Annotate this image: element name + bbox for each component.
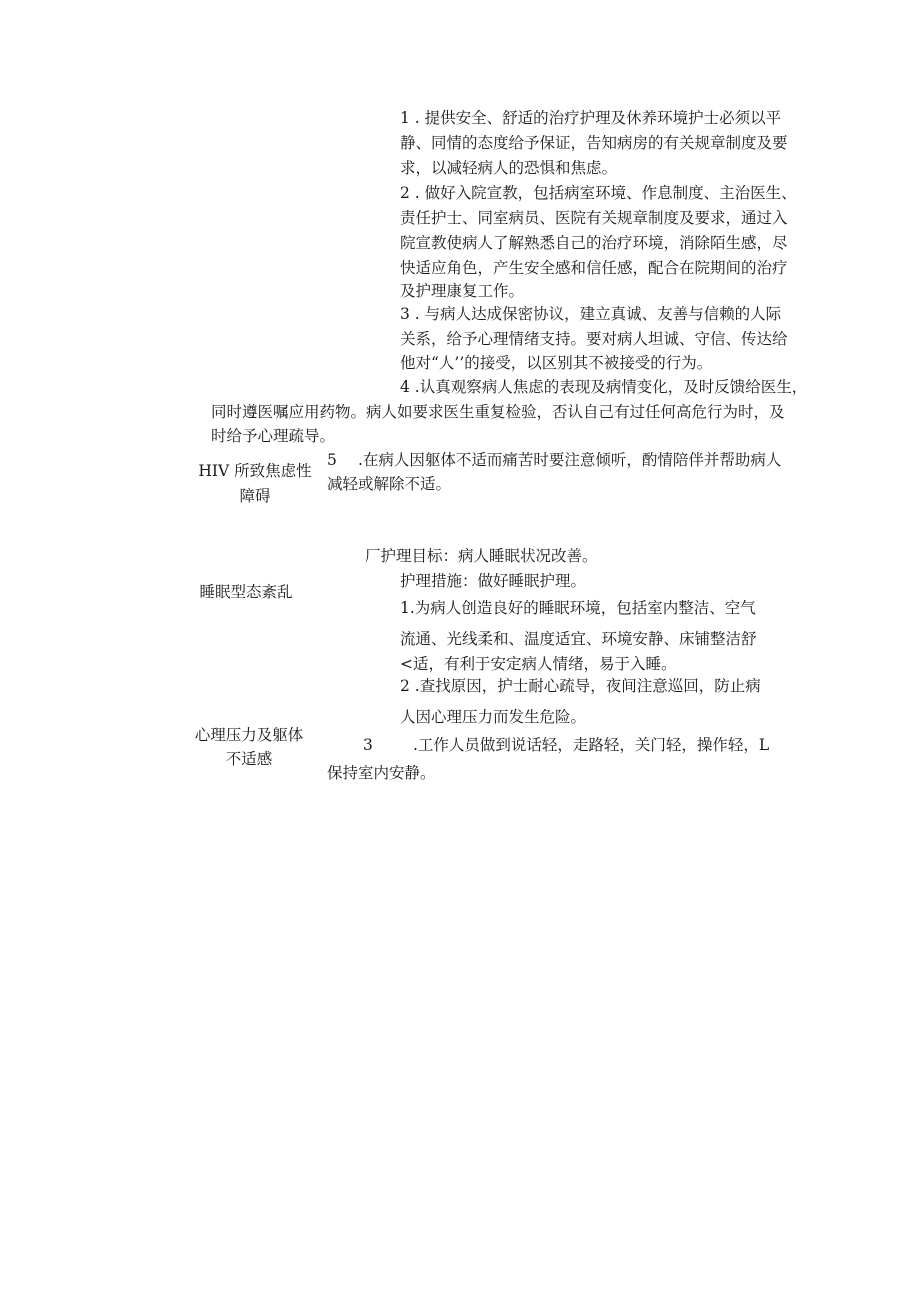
text-line: 同时遵医嘱应用药物。病人如要求医生重复检验，否认自己有过任何高危行为时，及 bbox=[211, 403, 785, 421]
text-line: 流通、光线柔和、温度适宜、环境安静、床铺整洁舒 bbox=[400, 630, 757, 648]
text-line: 时给予心理疏导。 bbox=[211, 427, 336, 445]
text-line: 减轻或解除不适。 bbox=[327, 475, 452, 493]
text-line: 他对“人’’的接受，以区别其不被接受的行为。 bbox=[400, 354, 713, 372]
diagnosis-label: 不适感 bbox=[225, 750, 273, 768]
measures-title: 护理措施：做好睡眠护理。 bbox=[400, 572, 587, 590]
text-line: 及护理康复工作。 bbox=[400, 282, 525, 300]
diagnosis-label: HIV 所致焦虑性 bbox=[198, 462, 312, 480]
text-line: 1 . 提供安全、舒适的治疗护理及休养环境护士必须以平 bbox=[400, 109, 782, 127]
item-number: 5 bbox=[327, 451, 337, 469]
text-line: 4 .认真观察病人焦虑的表现及病情变化，及时反馈给医生， bbox=[400, 378, 808, 396]
text-line: 3 . 与病人达成保密协议，建立真诚、友善与信赖的人际 bbox=[400, 305, 782, 323]
text-line: 求，以减轻病人的恐惧和焦虑。 bbox=[400, 159, 618, 177]
diagnosis-label: 睡眠型态紊乱 bbox=[199, 583, 293, 601]
text-line: 1.为病人创造良好的睡眠环境，包括室内整洁、空气 bbox=[400, 599, 756, 617]
nursing-goal: 厂护理目标：病人睡眠状况改善。 bbox=[365, 547, 598, 565]
text-line: 2 .查找原因，护士耐心疏导，夜间注意巡回，防止病 bbox=[400, 677, 761, 695]
text-line: 责任护士、同室病员、医院有关规章制度及要求，通过入 bbox=[400, 209, 788, 227]
diagnosis-label: 障碍 bbox=[239, 487, 271, 505]
text-line: .在病人因躯体不适而痛苦时要注意倾听，酌情陪伴并帮助病人 bbox=[358, 451, 782, 469]
text-line: 关系，给予心理情绪支持。要对病人坦诚、守信、传达给 bbox=[400, 330, 788, 348]
text-line: .工作人员做到说话轻，走路轻，关门轻，操作轻，L bbox=[413, 736, 770, 754]
text-line: <适，有利于安定病人情绪，易于入睡。 bbox=[400, 655, 677, 673]
text-line: 保持室内安静。 bbox=[327, 764, 436, 782]
item-number: 3 bbox=[363, 736, 373, 754]
text-line: 2 . 做好入院宣教，包括病室环境、作息制度、主治医生、 bbox=[400, 184, 797, 202]
text-line: 快适应角色，产生安全感和信任感，配合在院期间的治疗 bbox=[400, 259, 788, 277]
text-line: 院宣教使病人了解熟悉自己的治疗环境，消除陌生感，尽 bbox=[400, 234, 788, 252]
text-line: 人因心理压力而发生危险。 bbox=[400, 708, 587, 726]
diagnosis-label: 心理压力及躯体 bbox=[194, 726, 304, 744]
text-line: 静、同情的态度给予保证，告知病房的有关规章制度及要 bbox=[400, 134, 788, 152]
